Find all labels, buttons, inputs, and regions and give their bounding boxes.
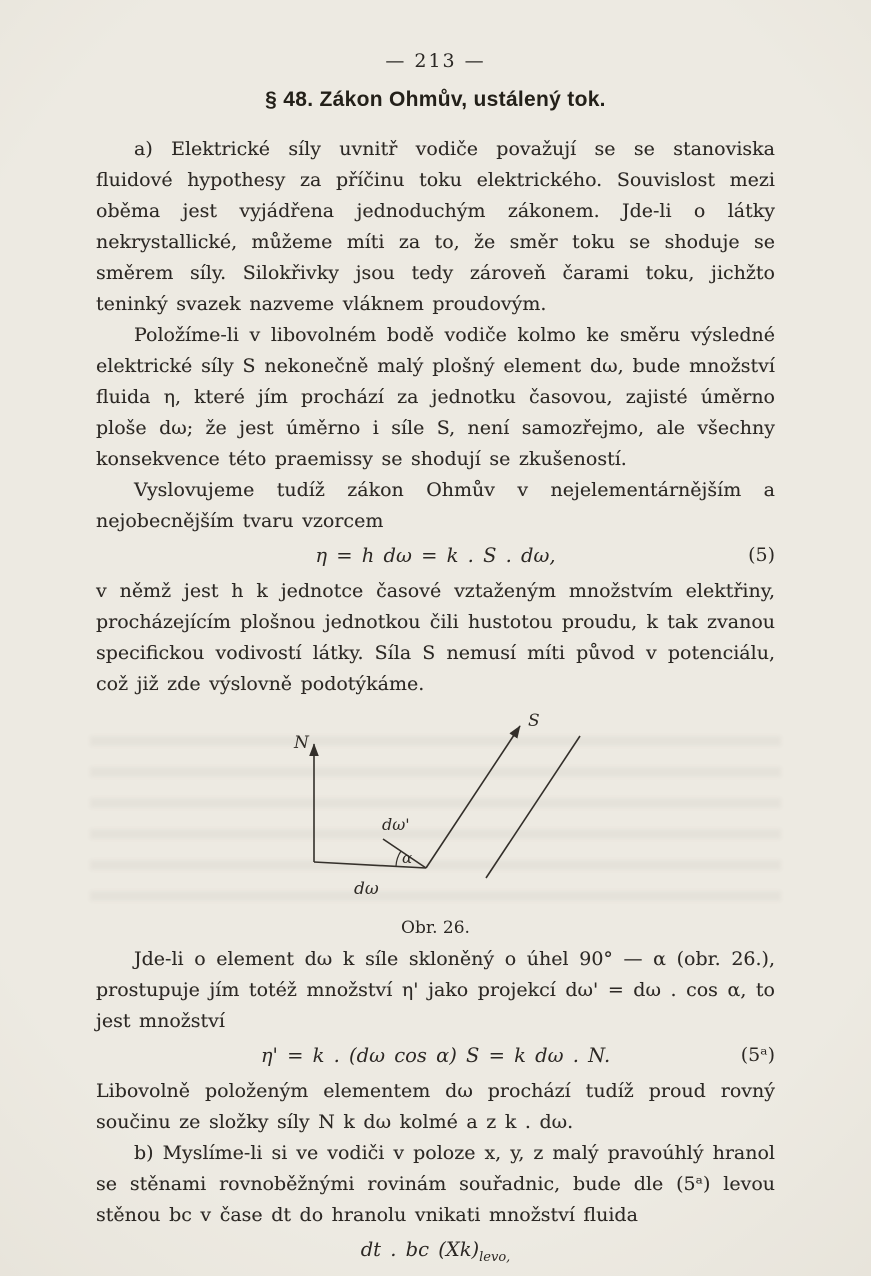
paragraph-conductivity: v němž jest h k jednotce časové vztaženým množstvím elektřiny, procházejícím plošnou jednotkou čili hustotou proudu, k tak zvanou specifickou vodivostí látky. Síla S nemusí míti původ v potenciálu, což již zde výslovně podotýkáme. [96,580,775,695]
equation-5a-body: η' = k . (dω cos α) S = k dω . N. [260,1044,611,1067]
paragraph-current-component: Libovolně položeným elementem dω prochází tudíž proud rovný součinu ze složky síly N k dω kolmé a z k . dω. [96,1080,775,1133]
equation-5-number: (5) [748,544,775,566]
domega-label: dω [353,879,379,899]
equation-5 [96,540,775,571]
paragraph-a: a) Elektrické síly uvnitř vodiče považují se se stanoviska fluidové hypothesy za příčinu toku elektrického. Souvislost mezi oběma jest vyjádřena jednoduchým zákonem. Jde-li o látky nekrystallické, můžeme míti za to, že směr toku se shoduje se směrem síly. Silokřivky jsou tedy zároveň čarami toku, jichžto teninký svazek nazveme vláknem proudovým. [96,138,775,315]
section-heading: § 48. Zákon Ohmův, ustálený tok. [265,88,606,111]
figure-caption: Obr. 26. [401,918,470,938]
alpha-arc [396,851,401,866]
equation-final [96,1234,775,1273]
s-label: S [527,711,540,731]
n-label: N [293,733,309,753]
alpha-label: α [401,849,412,867]
equation-5a-number: (5ᵃ) [740,1044,775,1066]
equation-final-main: dt . bc (Xk) [360,1238,480,1261]
equation-final-subscript: levo, [479,1249,511,1265]
paragraph-element: Položíme-li v libovolném bodě vodiče kolmo ke směru výsledné elektrické síly S nekonečně malý plošný element dω, bude množství fluida η, které jím prochází za jednotku časovou, zajisté úměrno ploše dω; že jest úměrno i síle S, není samozřejmo, ale všechny konsekvence této praemissy se shodují se zkušeností. [96,324,775,470]
paragraph-inclined-element: Jde-li o element dω k síle skloněný o úhel 90° — α (obr. 26.), prostupuje jím totéž množství η' jako projekcí dω' = dω . cos α, to jest množství [96,948,775,1032]
domega-prime-label: dω' [381,815,410,834]
equation-5-body: η = h dω = k . S . dω, [315,544,556,567]
equation-5a [96,1040,775,1071]
paragraph-b: b) Myslíme-li si ve vodiči v poloze x, y, z malý pravoúhlý hranol se stěnami rovnoběžnými rovinám souřadnic, bude dle (5ᵃ) levou stěnou bc v čase dt do hranolu vnikati množství fluida [96,1142,775,1226]
figure-diagram [256,710,616,910]
page-number: — 213 — [385,50,486,72]
paragraph-ohm-law-intro: Vyslovujeme tudíž zákon Ohmův v nejelementárnějším a nejobecnějším tvaru vzorcem [96,479,775,532]
figure-obr-26 [96,710,775,938]
